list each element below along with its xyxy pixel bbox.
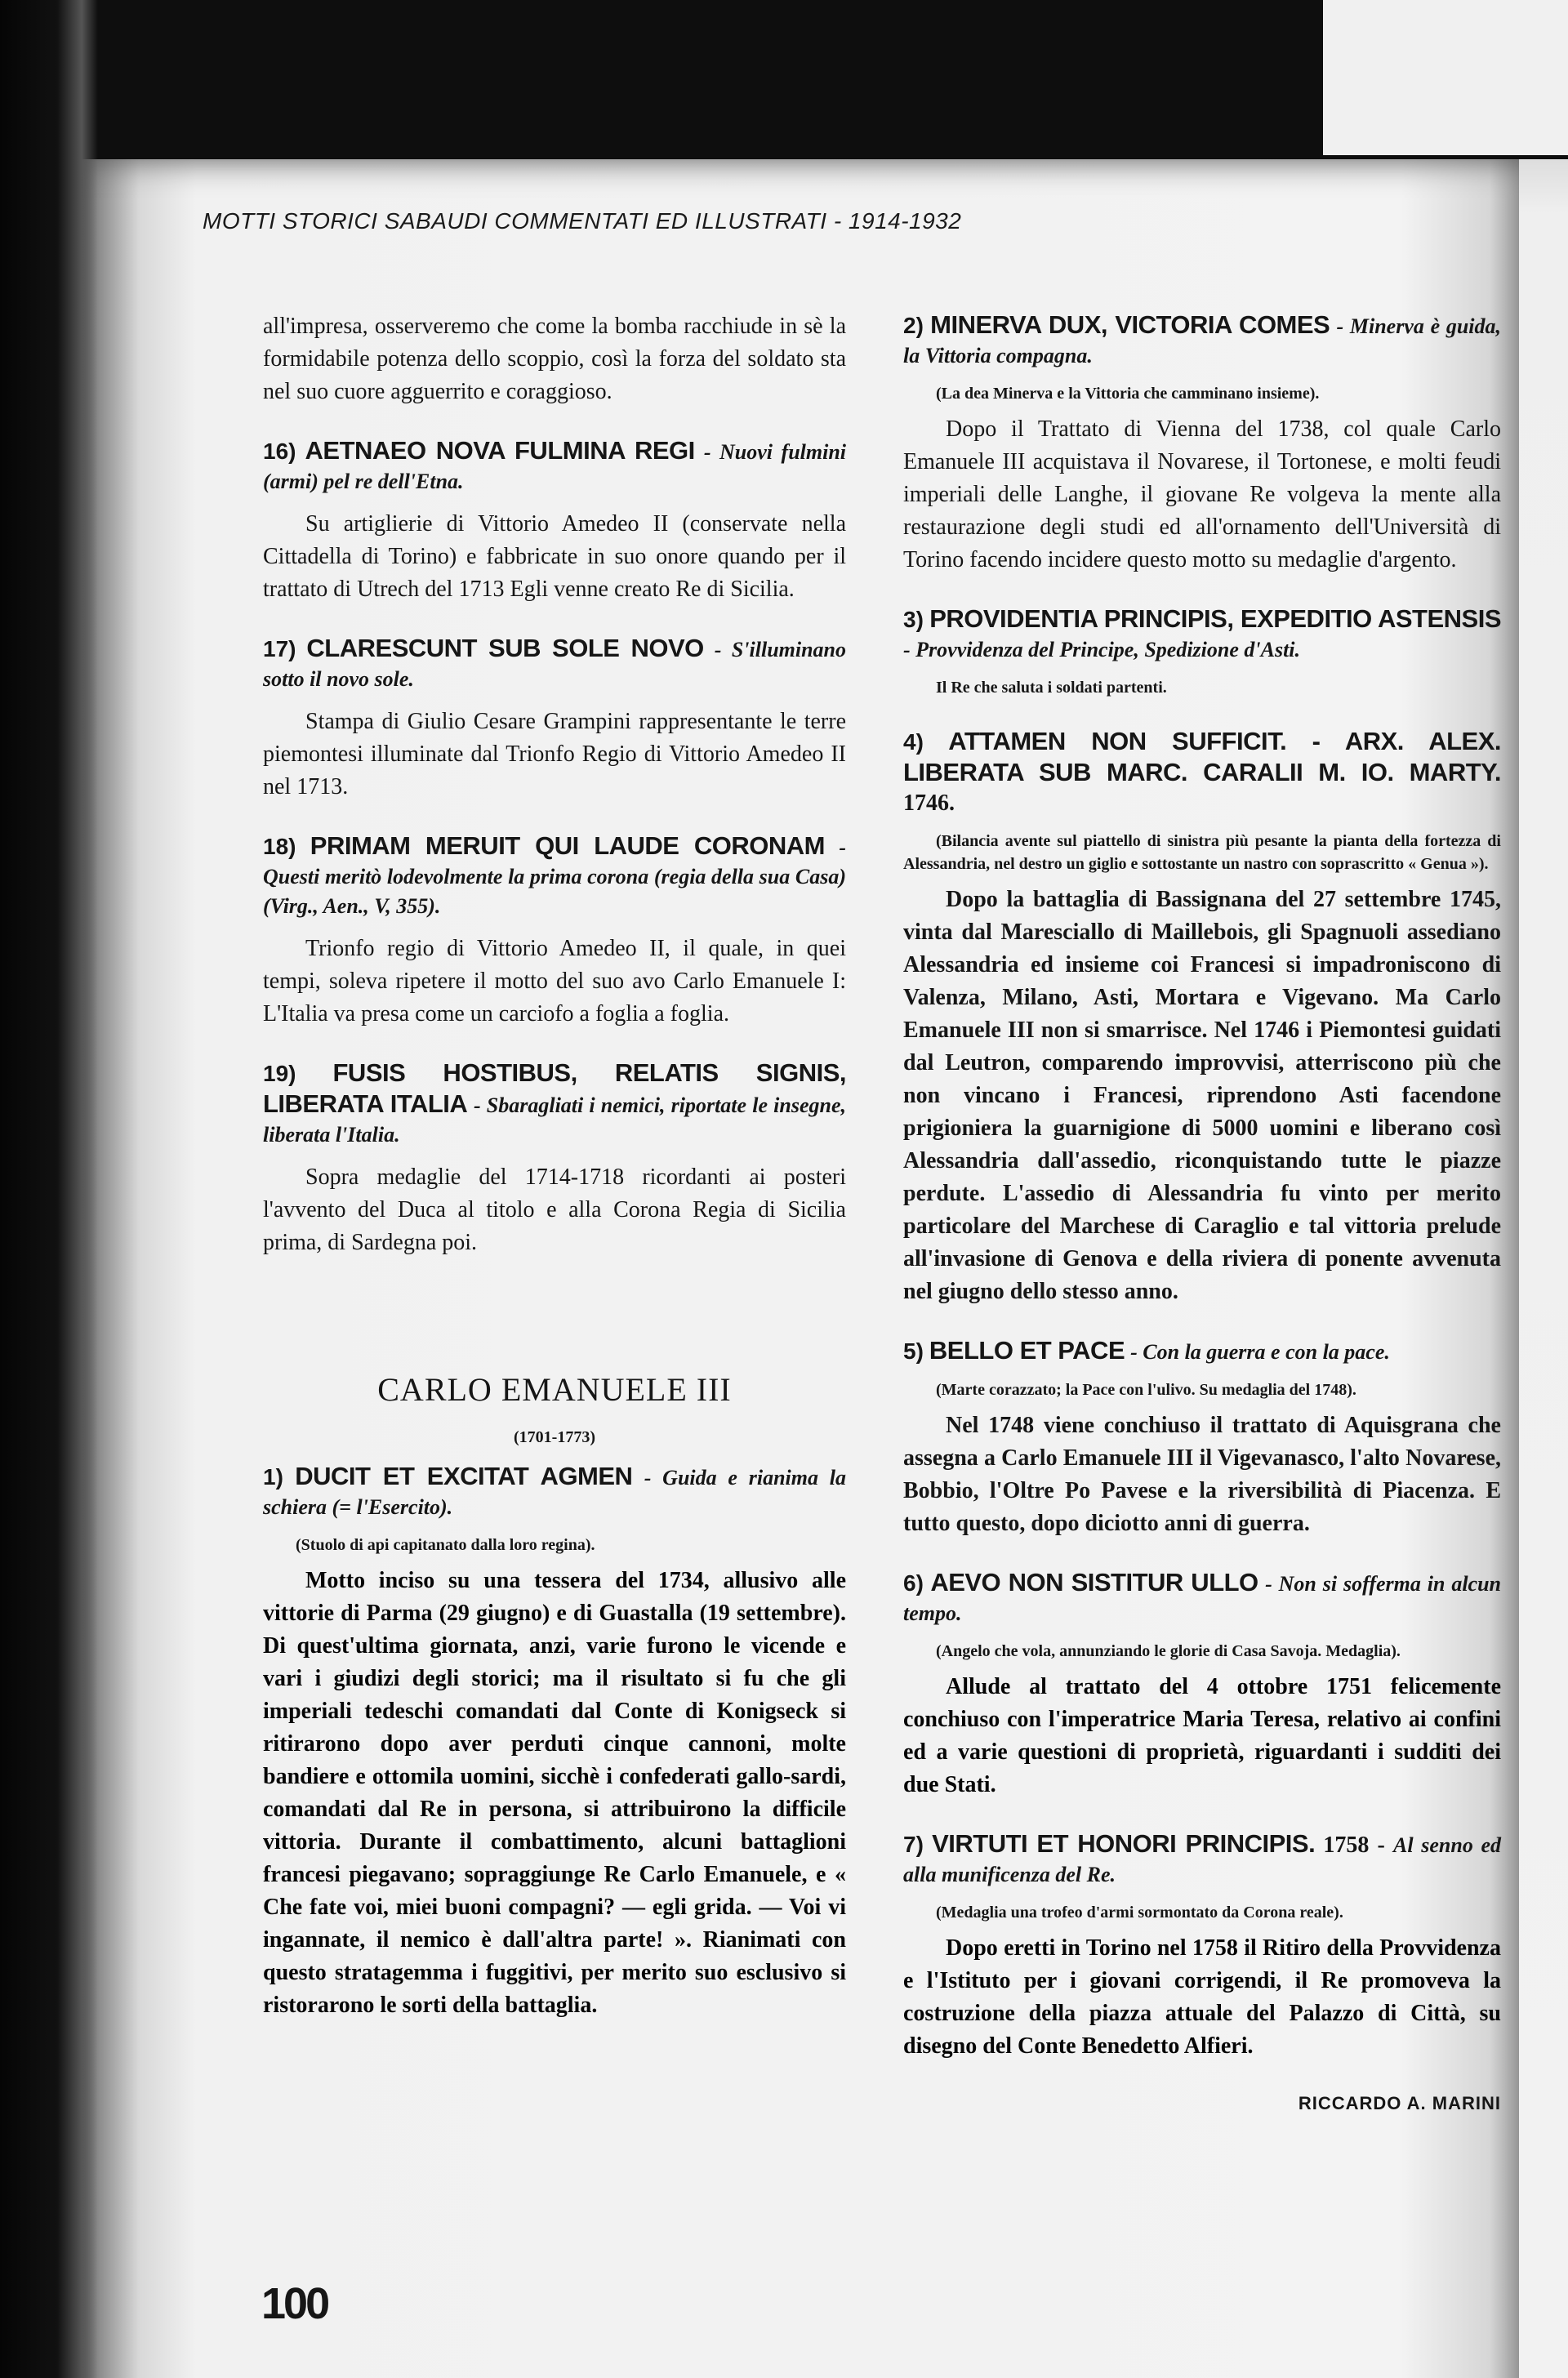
entry-19-text: Sopra medaglie del 1714-1718 ricordanti ai posteri l'avvento del Duca al titolo e alla Corona Regia di Sicilia prima, di Sardegna poi.: [263, 1165, 846, 1255]
entry-c5-text: Nel 1748 viene conchiuso il trattato di Aquisgrana che assegna a Carlo Emanuele III il Vigevanasco, l'alto Novarese, Bobbio, l'Oltre Po Pavese e la riversibilità di Piacenza. E tutto questo, dopo diciotto anni di guerra.: [903, 1413, 1501, 1536]
left-column: [263, 310, 846, 2022]
entry-18-text: Trionfo regio di Vittorio Amedeo II, il quale, in quei tempi, soleva ripetere il motto del suo avo Carlo Emanuele I: L'Italia va presa come un carciofo a foglia a foglia.: [263, 936, 846, 1026]
scan-paper-corner: [1323, 0, 1568, 155]
entry-motto: BELLO ET PACE: [929, 1336, 1125, 1365]
entry-number: 17): [263, 636, 296, 661]
entry-17-heading: [263, 634, 846, 694]
entry-17-text: Stampa di Giulio Cesare Grampini rappresentante le terre piemontesi illuminate dal Trionfo Regio di Vittorio Amedeo II nel 1713.: [263, 709, 846, 799]
entry-number: 2): [903, 313, 924, 338]
intro-paragraph: all'impresa, osserveremo che come la bomba racchiude in sè la formidabile potenza dello scoppio, così la forza del soldato sta nel suo cuore agguerrito e coraggioso.: [263, 314, 846, 404]
entry-c4-heading: [903, 727, 1501, 818]
entry-19-heading: [263, 1058, 846, 1150]
entry-year: 1758 -: [1323, 1832, 1385, 1858]
entry-number: 7): [903, 1832, 924, 1857]
entry-translation: - S'illuminano sotto il novo sole.: [263, 638, 847, 691]
entry-c1-heading: [263, 1462, 846, 1522]
entry-motto: CLARESCUNT SUB SOLE NOVO: [306, 634, 704, 662]
entry-translation: - Non si sofferma in alcun tempo.: [903, 1572, 1502, 1625]
entry-c3-heading: [903, 604, 1501, 665]
entry-c2-note: (La dea Minerva e la Vittoria che camminano insieme).: [936, 385, 1320, 403]
entry-number: 4): [903, 729, 924, 755]
entry-motto: VIRTUTI ET HONORI PRINCIPIS.: [932, 1829, 1316, 1858]
entry-16-text: Su artiglierie di Vittorio Amedeo II (conservate nella Cittadella di Torino) e fabbricate in suo onore quando per il trattato di Utrech del 1713 Egli venne creato Re di Sicilia.: [263, 511, 846, 602]
entry-number: 5): [903, 1338, 924, 1364]
entry-motto: AEVO NON SISTITUR ULLO: [930, 1568, 1258, 1596]
entry-translation: - Con la guerra e con la pace.: [1130, 1340, 1390, 1364]
entry-translation: - Questi meritò lodevolmente la prima corona (regia della sua Casa) (Virg., Aen., V, 355).: [263, 835, 846, 918]
entry-motto: AETNAEO NOVA FULMINA REGI: [305, 436, 695, 465]
entry-translation: - Minerva è guida, la Vittoria compagna.: [903, 314, 1502, 367]
entry-motto: MINERVA DUX, VICTORIA COMES: [930, 310, 1330, 339]
entry-number: 16): [263, 439, 296, 464]
entry-number: 1): [263, 1464, 283, 1490]
entry-number: 19): [263, 1061, 296, 1086]
entry-c2-heading: [903, 310, 1501, 371]
entry-number: 18): [263, 834, 296, 859]
entry-c7-heading: [903, 1829, 1501, 1890]
running-head: MOTTI STORICI SABAUDI COMMENTATI ED ILLUSTRATI - 1914-1932: [203, 208, 962, 234]
entry-translation: - Provvidenza del Principe, Spedizione d'Asti.: [903, 638, 1301, 661]
entry-18-heading: [263, 831, 846, 921]
entry-motto: PRIMAM MERUIT QUI LAUDE CORONAM: [310, 831, 826, 860]
entry-number: 3): [903, 607, 924, 632]
entry-c4-text: Dopo la battaglia di Bassignana del 27 settembre 1745, vinta dal Maresciallo di Maillebois, gli Spagnuoli assediano Alessandria ed insieme coi Francesi si impadroniscono di Valenza, Milano, Asti, Mortara e Vigevano. Ma Carlo Emanuele III non si smarrisce. Nel 1746 i Piemontesi guidati dal Leutron, comparendo improvvisi, atterriscono più che non vincano i Francesi, riprendono Asti facendone prigioniera la guarnigione di 5000 uomini e liberano così Alessandria dall'assedio, riconquistando tutte le piazze perdute. L'assedio di Alessandria fu vinto per merito particolare del Marchese di Caraglio e tal vittoria prelude all'invasione di Genova e della riviera di ponente avvenuta nel giugno dello stesso anno.: [903, 887, 1501, 1304]
author-signature: RICCARDO A. MARINI: [1298, 2093, 1501, 2113]
entry-16-heading: [263, 436, 846, 497]
entry-c2-text: Dopo il Trattato di Vienna del 1738, col quale Carlo Emanuele III acquistava il Novarese, il Tortonese, e molti feudi imperiali delle Langhe, il giovane Re volgeva la mente alla restaurazione degli studi ed all'ornamento dell'Università di Torino facendo incidere questo motto su medaglie d'argento.: [903, 416, 1501, 572]
entry-translation: - Guida e rianima la schiera (= l'Esercito).: [263, 1466, 846, 1519]
entry-translation: Al senno ed alla munificenza del Re.: [903, 1833, 1502, 1886]
entry-c5-note: (Marte corazzato; la Pace con l'ulivo. Su medaglia del 1748).: [936, 1381, 1356, 1399]
entry-motto: PROVIDENTIA PRINCIPIS, EXPEDITIO ASTENSIS: [929, 604, 1502, 633]
entry-c1-text: Motto inciso su una tessera del 1734, allusivo alle vittorie di Parma (29 giugno) e di Guastalla (19 settembre). Di quest'ultima giornata, anzi, varie furono le vicende e vari i giudizi degli storici; ma il risultato si fu che gli imperiali tedeschi comandati dal Conte di Konigseck si ritirarono dopo aver perduti cinque cannoni, molte bandiere e ottomila uomini, sicchè i confederati gallo-sardi, comandati dal Re in persona, si attribuirono la difficile vittoria. Durante il combattimento, alcuni battaglioni francesi piegavano; sopraggiunge Re Carlo Emanuele, e « Che fate voi, miei buoni compagni? — egli grida. — Voi vi ingannate, il nemico è dall'altra parte! ». Rianimati con questo stratagemma i fuggitivi, per merito suo esclusivo si ristorarono le sorti della battaglia.: [263, 1568, 846, 2018]
entry-c7-note: (Medaglia una trofeo d'armi sormontato da Corona reale).: [936, 1904, 1343, 1922]
entry-c4-note: (Bilancia avente sul piattello di sinistra più pesante la pianta della fortezza di Alessandria, nel destro un giglio e sottostante un nastro con soprascritto « Genua »).: [903, 832, 1501, 873]
right-column: [903, 310, 1501, 2120]
scan-binding-shadow: [0, 0, 98, 2378]
section-title: CARLO EMANUELE III: [377, 1371, 732, 1408]
page-number: 100: [261, 2279, 328, 2328]
entry-c3-note: Il Re che saluta i soldati partenti.: [936, 679, 1167, 697]
entry-number: 6): [903, 1570, 924, 1596]
entry-c6-note: (Angelo che vola, annunziando le glorie di Casa Savoja. Medaglia).: [936, 1642, 1401, 1660]
entry-year: 1746.: [903, 790, 955, 816]
entry-c7-text: Dopo eretti in Torino nel 1758 il Ritiro della Provvidenza e l'Istituto per i giovani corrigendi, il Re promoveva la costruzione della piazza attuale del Palazzo di Città, su disegno del Conte Benedetto Alfieri.: [903, 1935, 1501, 2059]
entry-c6-text: Allude al trattato del 4 ottobre 1751 felicemente conchiuso con l'imperatrice Maria Teresa, relativo ai confini ed a varie questioni di proprietà, riguardanti i sudditi dei due Stati.: [903, 1674, 1501, 1797]
entry-c1-note: (Stuolo di api capitanato dalla loro regina).: [296, 1536, 595, 1554]
entry-translation: - Nuovi fulmini (armi) pel re dell'Etna.: [263, 440, 847, 493]
entry-c5-heading: [903, 1336, 1501, 1367]
scan-top-border: [0, 0, 1568, 159]
entry-motto: ATTAMEN NON SUFFICIT. - ARX. ALEX. LIBERATA SUB MARC. CARALII M. IO. MARTY.: [903, 727, 1502, 786]
entry-motto: FUSIS HOSTIBUS, RELATIS SIGNIS, LIBERATA ITALIA: [263, 1058, 847, 1118]
section-dates: (1701-1773): [514, 1428, 595, 1446]
entry-motto: DUCIT ET EXCITAT AGMEN: [295, 1462, 633, 1490]
entry-c6-heading: [903, 1568, 1501, 1628]
entry-translation: - Sbaragliati i nemici, riportate le insegne, liberata l'Italia.: [263, 1093, 846, 1147]
